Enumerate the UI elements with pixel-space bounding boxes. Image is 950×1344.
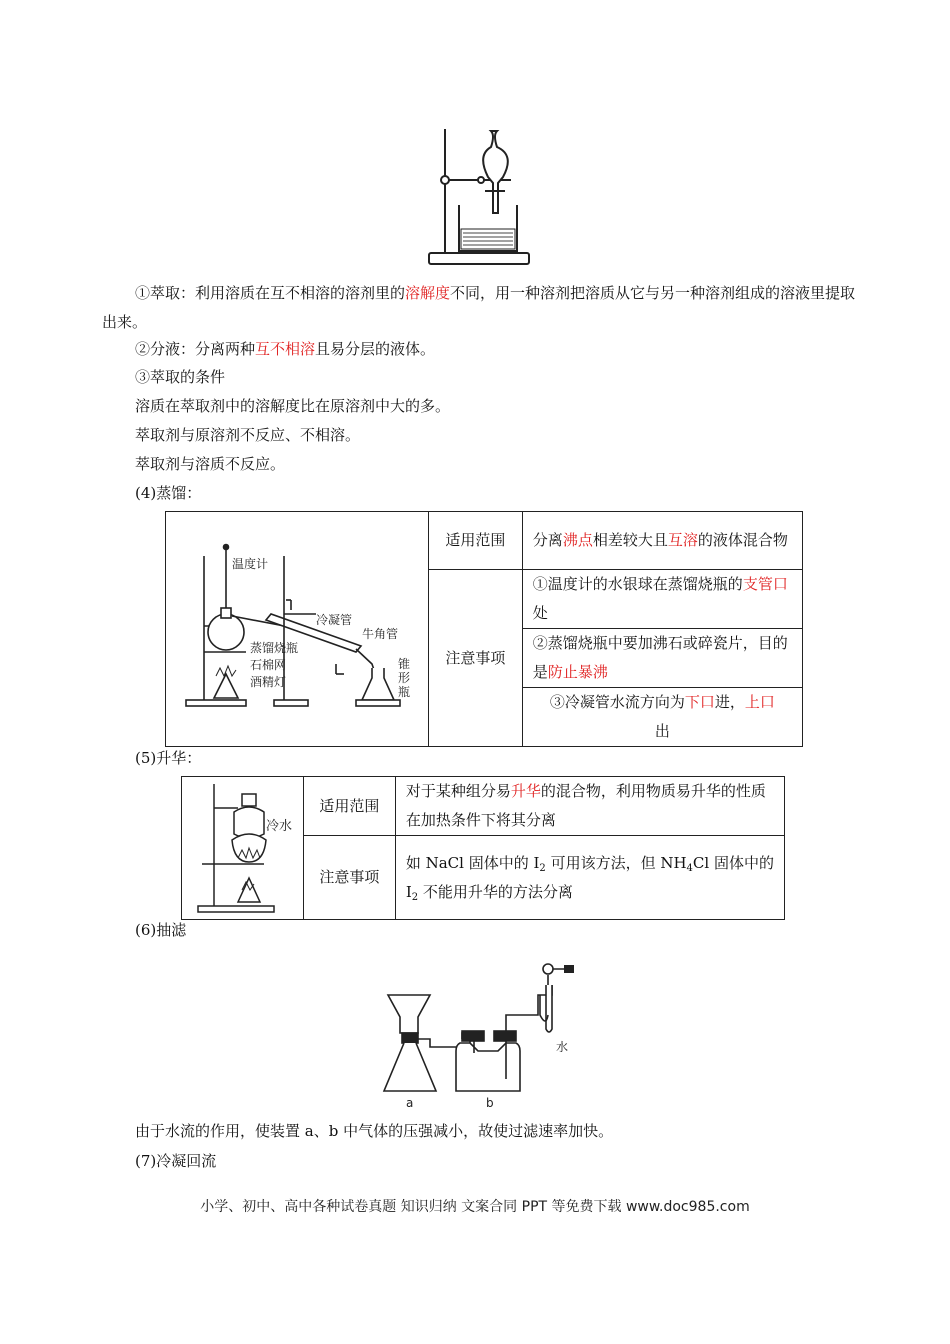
distillation-scope: 分离沸点相差较大且互溶的液体混合物	[522, 512, 802, 570]
sublimation-notes-label: 注意事项	[304, 836, 396, 920]
extraction-definition: ①萃取：利用溶质在互不相溶的溶剂里的溶解度不同，用一种溶剂把溶质从它与另一种溶剂组成的溶液里提取出来。	[102, 284, 856, 331]
label-flask: 蒸馏烧瓶	[250, 641, 299, 655]
distillation-figure-cell	[166, 512, 429, 747]
distillation-note-2: ②蒸馏烧瓶中要加沸石或碎瓷片，目的是防止暴沸	[522, 629, 802, 688]
reflux-heading: (7)冷凝回流	[135, 1152, 217, 1170]
suction-filtration-apparatus	[378, 955, 583, 1115]
sublimation-apparatus	[182, 778, 303, 918]
suction-description: 由于水流的作用，使装置 a、b 中气体的压强减小，故使过滤速率加快。	[135, 1122, 614, 1140]
label-lamp: 酒精灯	[250, 675, 287, 689]
separatory-funnel-figure	[425, 125, 535, 268]
distillation-note-1: ①温度计的水银球在蒸馏烧瓶的支管口处	[522, 570, 802, 629]
label-conical-2: 形	[398, 671, 411, 685]
condition-3: 萃取剂与溶质不反应。	[135, 455, 286, 473]
separation-definition: ②分液：分离两种互不相溶且易分层的液体。	[135, 340, 436, 358]
label-a: a	[406, 1096, 414, 1110]
sublimation-heading: (5)升华：	[135, 749, 202, 767]
suction-heading: (6)抽滤	[135, 921, 187, 939]
page-footer: 小学、初中、高中各种试卷真题 知识归纳 文案合同 PPT 等免费下载 www.doc985.com	[200, 1199, 750, 1215]
label-gauze: 石棉网	[250, 658, 287, 672]
label-b: b	[486, 1096, 494, 1110]
condition-1: 溶质在萃取剂中的溶解度比在原溶剂中大的多。	[135, 397, 451, 415]
label-thermometer: 温度计	[232, 557, 269, 571]
label-conical-1: 锥	[398, 657, 411, 671]
sublimation-notes: 如 NaCl 固体中的 $I_2$ 可用该方法，但 $NH_4Cl$ 固体中的 $I_2$ 不能用升华的方法分离	[395, 836, 784, 920]
label-cold-water: 冷水	[266, 819, 293, 834]
label-condenser: 冷凝管	[316, 613, 353, 627]
sublimation-scope: 对于某种组分易升华的混合物，利用物质易升华的性质在加热条件下将其分离	[395, 777, 784, 836]
label-adapter: 牛角管	[362, 627, 399, 641]
label-conical-3: 瓶	[398, 685, 411, 699]
sublimation-figure-cell	[182, 777, 304, 920]
distillation-apparatus	[166, 514, 428, 744]
label-water: 水	[556, 1040, 569, 1054]
distillation-heading: (4)蒸馏：	[135, 484, 202, 502]
condition-2: 萃取剂与原溶剂不反应、不相溶。	[135, 426, 361, 444]
distillation-scope-label: 适用范围	[429, 512, 523, 570]
sublimation-scope-label: 适用范围	[304, 777, 396, 836]
extraction-conditions-heading: ③萃取的条件	[135, 368, 226, 386]
sublimation-table	[181, 776, 785, 920]
distillation-note-3: ③冷凝管水流方向为下口进，上口 出	[522, 688, 802, 747]
distillation-table	[165, 511, 803, 747]
distillation-notes-label: 注意事项	[429, 570, 523, 747]
